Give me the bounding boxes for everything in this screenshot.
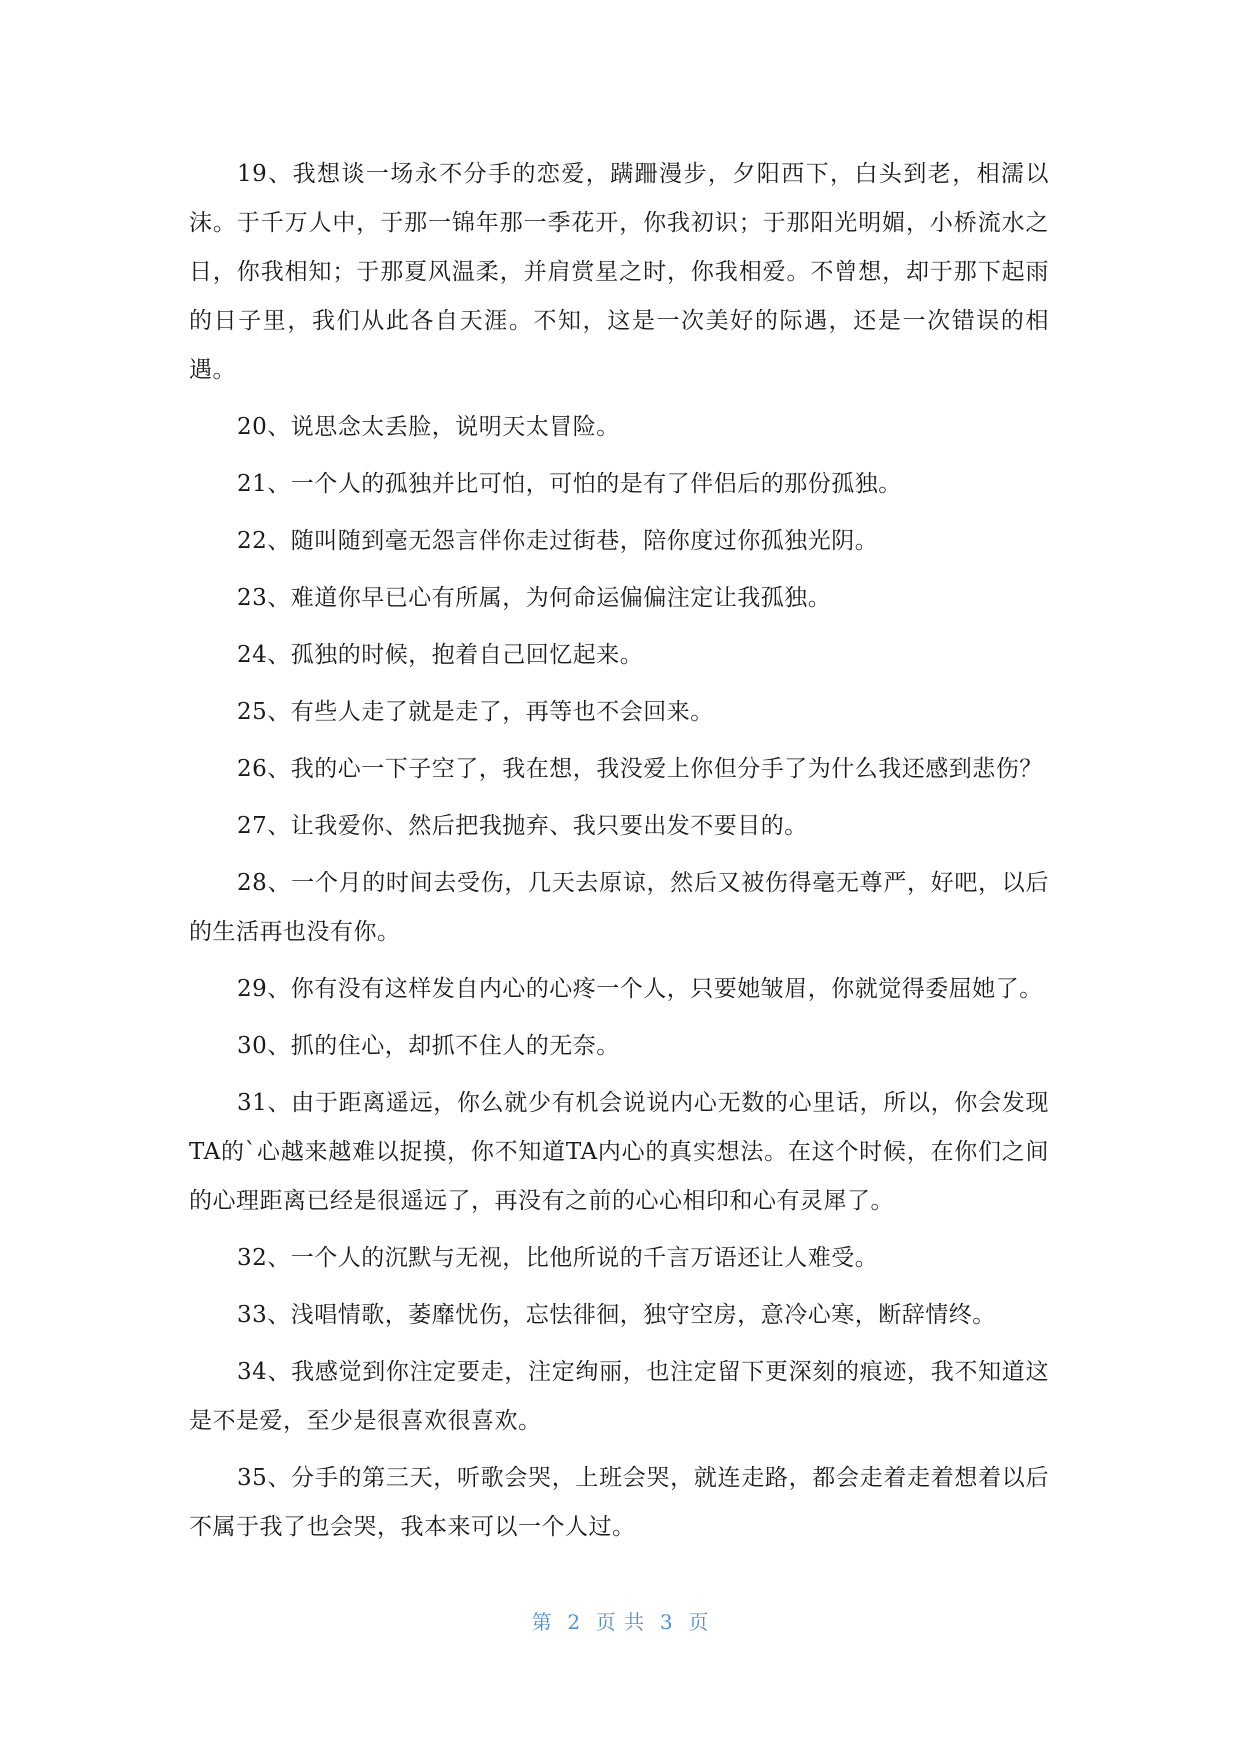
paragraph: 21、一个人的孤独并比可怕，可怕的是有了伴侣后的那份孤独。 [237,471,902,497]
paragraph: 27、让我爱你、然后把我抛弃、我只要出发不要目的。 [237,813,808,839]
document-body [189,150,1049,1560]
paragraph: 31、由于距离遥远，你么就少有机会说说内心无数的心里话，所以，你会发现TA的`心越来越难以捉摸，你不知道TA内心的真实想法。在这个时候，在你们之间的心理距离已经是很遥远了，再没有之前的心心相印和心有灵犀了。 [189,1090,1049,1214]
paragraph: 22、随叫随到毫无怨言伴你走过街巷，陪你度过你孤独光阴。 [237,528,879,554]
paragraph: 26、我的心一下子空了，我在想，我没爱上你但分手了为什么我还感到悲伤？ [237,756,1043,782]
paragraph: 24、孤独的时候，抱着自己回忆起来。 [237,642,644,668]
paragraph: 23、难道你早已心有所属，为何命运偏偏注定让我孤独。 [237,585,832,611]
paragraph: 35、分手的第三天，听歌会哭，上班会哭，就连走路，都会走着走着想着以后不属于我了也会哭，我本来可以一个人过。 [189,1465,1049,1540]
page-footer [0,1606,1241,1635]
paragraph: 34、我感觉到你注定要走，注定绚丽，也注定留下更深刻的痕迹，我不知道这是不是爱，至少是很喜欢很喜欢。 [189,1359,1049,1434]
paragraph: 29、你有没有这样发自内心的心疼一个人，只要她皱眉，你就觉得委屈她了。 [237,976,1043,1002]
paragraph: 25、有些人走了就是走了，再等也不会回来。 [237,699,714,725]
page-number-label: 第 2 页 共 3 页 [531,1610,710,1634]
paragraph: 28、一个月的时间去受伤，几天去原谅，然后又被伤得毫无尊严，好吧，以后的生活再也没有你。 [189,870,1049,945]
paragraph: 33、浅唱情歌，萎靡忧伤，忘怯徘徊，独守空房，意冷心寒，断辞情终。 [237,1302,996,1328]
paragraph: 30、抓的住心，却抓不住人的无奈。 [237,1033,620,1059]
paragraph: 32、一个人的沉默与无视，比他所说的千言万语还让人难受。 [237,1245,879,1271]
paragraph: 19、我想谈一场永不分手的恋爱，蹒跚漫步，夕阳西下，白头到老，相濡以沫。于千万人中，于那一锦年那一季花开，你我初识；于那阳光明媚，小桥流水之日，你我相知；于那夏风温柔，并肩赏星之时，你我相爱。不曾想，却于那下起雨的日子里，我们从此各自天涯。不知，这是一次美好的际遇，还是一次错误的相遇。 [189,161,1049,383]
paragraph: 20、说思念太丢脸，说明天太冒险。 [237,414,620,440]
